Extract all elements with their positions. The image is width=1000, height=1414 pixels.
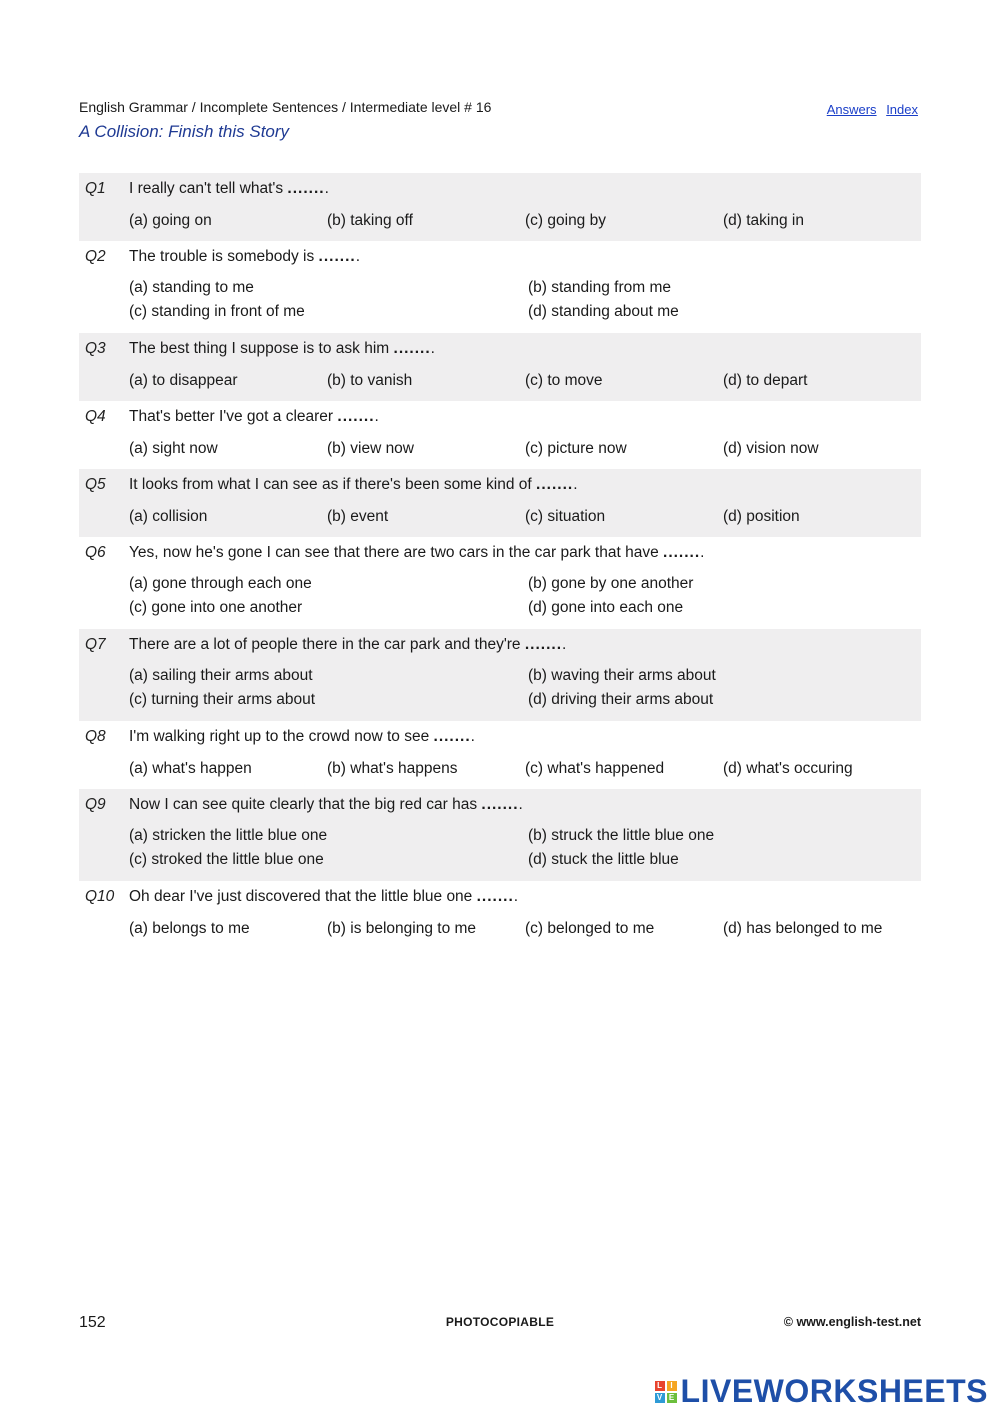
answer-option[interactable]: (d) taking in <box>723 212 804 229</box>
answer-option[interactable]: (d) standing about me <box>528 303 679 320</box>
answer-option[interactable]: (b) to vanish <box>327 372 413 389</box>
answer-option[interactable]: (c) turning their arms about <box>129 691 316 708</box>
logo-tile: E <box>667 1393 677 1403</box>
answer-blank[interactable]: ....... <box>433 728 471 745</box>
question-number: Q8 <box>85 728 106 745</box>
logo-tile: V <box>655 1393 665 1403</box>
question-text: Oh dear I've just discovered that the little blue one <box>129 888 473 905</box>
question-end-punct: . <box>355 248 361 265</box>
question-text-wrap <box>129 794 523 816</box>
answer-option[interactable]: (a) belongs to me <box>129 920 250 937</box>
answer-blank[interactable]: ....... <box>481 796 519 813</box>
question-text: Yes, now he's gone I can see that there are two cars in the car park that have <box>129 544 659 561</box>
index-link[interactable]: Index <box>886 102 918 117</box>
answer-option[interactable]: (c) gone into one another <box>129 599 303 616</box>
question-text-wrap <box>129 246 360 268</box>
question-end-punct: . <box>700 544 705 561</box>
question-row <box>79 726 921 748</box>
question-block <box>79 881 921 949</box>
answers-link[interactable]: Answers <box>826 102 877 117</box>
answer-option[interactable]: (b) waving their arms about <box>528 667 716 684</box>
question-block <box>79 629 921 721</box>
answer-option[interactable]: (b) view now <box>327 440 414 457</box>
question-block <box>79 401 921 469</box>
question-row <box>79 474 921 496</box>
answer-option[interactable]: (a) going on <box>129 212 212 229</box>
question-text: I'm walking right up to the crowd now to see <box>129 728 430 745</box>
question-text: The best thing I suppose is to ask him <box>129 340 390 357</box>
answer-options <box>79 370 921 392</box>
question-text-wrap <box>129 886 518 908</box>
copyright: © www.english-test.net <box>783 1315 921 1329</box>
question-block <box>79 241 921 333</box>
question-row <box>79 794 921 816</box>
question-row <box>79 406 921 428</box>
question-end-punct: . <box>430 340 435 357</box>
question-text: The trouble is somebody is <box>129 248 315 265</box>
answer-option[interactable]: (b) is belonging to me <box>327 920 477 937</box>
answer-option[interactable]: (d) stuck the little blue <box>528 851 679 868</box>
question-number: Q5 <box>85 476 106 493</box>
answer-option[interactable]: (b) standing from me <box>528 279 671 296</box>
answer-options <box>79 572 921 620</box>
answer-options <box>79 210 921 232</box>
question-end-punct: . <box>562 636 567 653</box>
question-number: Q7 <box>85 636 106 653</box>
question-row <box>79 886 921 908</box>
liveworksheets-logo-icon <box>655 1381 677 1403</box>
answer-blank[interactable]: ....... <box>476 888 514 905</box>
breadcrumb: English Grammar / Incomplete Sentences / Intermediate level # 16 <box>79 99 492 115</box>
answer-blank[interactable]: ....... <box>318 248 356 265</box>
answer-option[interactable]: (a) sight now <box>129 440 218 457</box>
answer-option[interactable]: (d) has belonged to me <box>723 920 883 937</box>
question-end-punct: . <box>518 796 523 813</box>
photocopiable-notice: PHOTOCOPIABLE <box>445 1315 555 1329</box>
question-number: Q1 <box>85 180 106 197</box>
answer-option[interactable]: (a) gone through each one <box>129 575 312 592</box>
question-text-wrap <box>129 474 578 496</box>
question-text-wrap <box>129 338 435 360</box>
page-title: A Collision: Finish this Story <box>79 122 290 141</box>
question-number: Q3 <box>85 340 106 357</box>
answer-blank[interactable]: ....... <box>663 544 701 561</box>
question-end-punct: . <box>573 476 578 493</box>
page-number: 152 <box>79 1314 106 1331</box>
answer-option[interactable]: (c) situation <box>525 508 606 525</box>
answer-options <box>79 918 921 940</box>
answer-blank[interactable]: ....... <box>536 476 574 493</box>
answer-options <box>79 438 921 460</box>
question-text-wrap <box>129 726 475 748</box>
answer-option[interactable]: (b) event <box>327 508 389 525</box>
answer-option[interactable]: (d) what's occuring <box>723 760 853 777</box>
question-text-wrap <box>129 634 566 656</box>
answer-option[interactable]: (a) collision <box>129 508 208 525</box>
answer-blank[interactable]: ....... <box>524 636 563 653</box>
answer-option[interactable]: (b) gone by one another <box>528 575 694 592</box>
question-row <box>79 246 921 268</box>
answer-option[interactable]: (d) gone into each one <box>528 599 684 616</box>
question-block <box>79 469 921 537</box>
answer-options <box>79 758 921 780</box>
answer-option[interactable]: (c) stroked the little blue one <box>129 851 324 868</box>
answer-option[interactable]: (c) picture now <box>525 440 627 457</box>
answer-option[interactable]: (a) sailing their arms about <box>129 667 313 684</box>
question-end-punct: . <box>513 888 519 905</box>
answer-option[interactable]: (b) taking off <box>327 212 413 229</box>
question-text-wrap <box>129 542 704 564</box>
answer-option[interactable]: (d) to depart <box>723 372 808 389</box>
question-number: Q10 <box>85 888 115 905</box>
question-end-punct: . <box>470 728 475 745</box>
answer-option[interactable]: (d) position <box>723 508 800 525</box>
question-row <box>79 542 921 564</box>
question-text: It looks from what I can see as if there's been some kind of <box>129 476 532 493</box>
question-row <box>79 178 921 200</box>
answer-options <box>79 276 921 324</box>
answer-options <box>79 664 921 712</box>
answer-option[interactable]: (c) going by <box>525 212 606 229</box>
page-footer <box>79 1312 921 1336</box>
answer-option[interactable]: (a) standing to me <box>129 279 254 296</box>
liveworksheets-logo <box>655 1373 988 1410</box>
answer-options <box>79 824 921 872</box>
question-block <box>79 333 921 401</box>
answer-option[interactable]: (c) to move <box>525 372 603 389</box>
answer-blank[interactable]: ....... <box>393 340 431 357</box>
question-row <box>79 634 921 656</box>
header-links <box>821 102 918 117</box>
question-text-wrap <box>129 178 329 200</box>
question-block <box>79 721 921 789</box>
answer-option[interactable]: (a) stricken the little blue one <box>129 827 328 844</box>
question-text: I really can't tell what's <box>129 180 284 197</box>
question-text-wrap <box>129 406 379 428</box>
brand-name: LIVEWORKSHEETS <box>680 1373 988 1409</box>
page-header <box>79 99 921 142</box>
question-block <box>79 537 921 629</box>
question-text: Now I can see quite clearly that the big red car has <box>129 796 478 813</box>
question-end-punct: . <box>324 180 329 197</box>
answer-options <box>79 506 921 528</box>
answer-option[interactable]: (a) to disappear <box>129 372 238 389</box>
question-text: That's better I've got a clearer <box>129 408 334 425</box>
question-end-punct: . <box>374 408 379 425</box>
answer-option[interactable]: (b) what's happens <box>327 760 458 777</box>
question-number: Q9 <box>85 796 106 813</box>
answer-option[interactable]: (d) vision now <box>723 440 819 457</box>
question-block <box>79 173 921 241</box>
logo-tile: I <box>667 1381 677 1391</box>
answer-option[interactable]: (d) driving their arms about <box>528 691 714 708</box>
question-block <box>79 789 921 881</box>
answer-option[interactable]: (c) belonged to me <box>525 920 655 937</box>
answer-option[interactable]: (b) struck the little blue one <box>528 827 715 844</box>
question-number: Q6 <box>85 544 106 561</box>
answer-option[interactable]: (c) standing in front of me <box>129 303 305 320</box>
answer-option[interactable]: (c) what's happened <box>525 760 665 777</box>
question-list <box>79 173 921 949</box>
answer-blank[interactable]: ....... <box>287 180 325 197</box>
question-number: Q2 <box>85 248 106 265</box>
logo-tile: L <box>655 1381 665 1391</box>
question-number: Q4 <box>85 408 106 425</box>
answer-option[interactable]: (a) what's happen <box>129 760 252 777</box>
answer-blank[interactable]: ....... <box>337 408 375 425</box>
question-text: There are a lot of people there in the car park and they're <box>129 636 521 653</box>
question-row <box>79 338 921 360</box>
